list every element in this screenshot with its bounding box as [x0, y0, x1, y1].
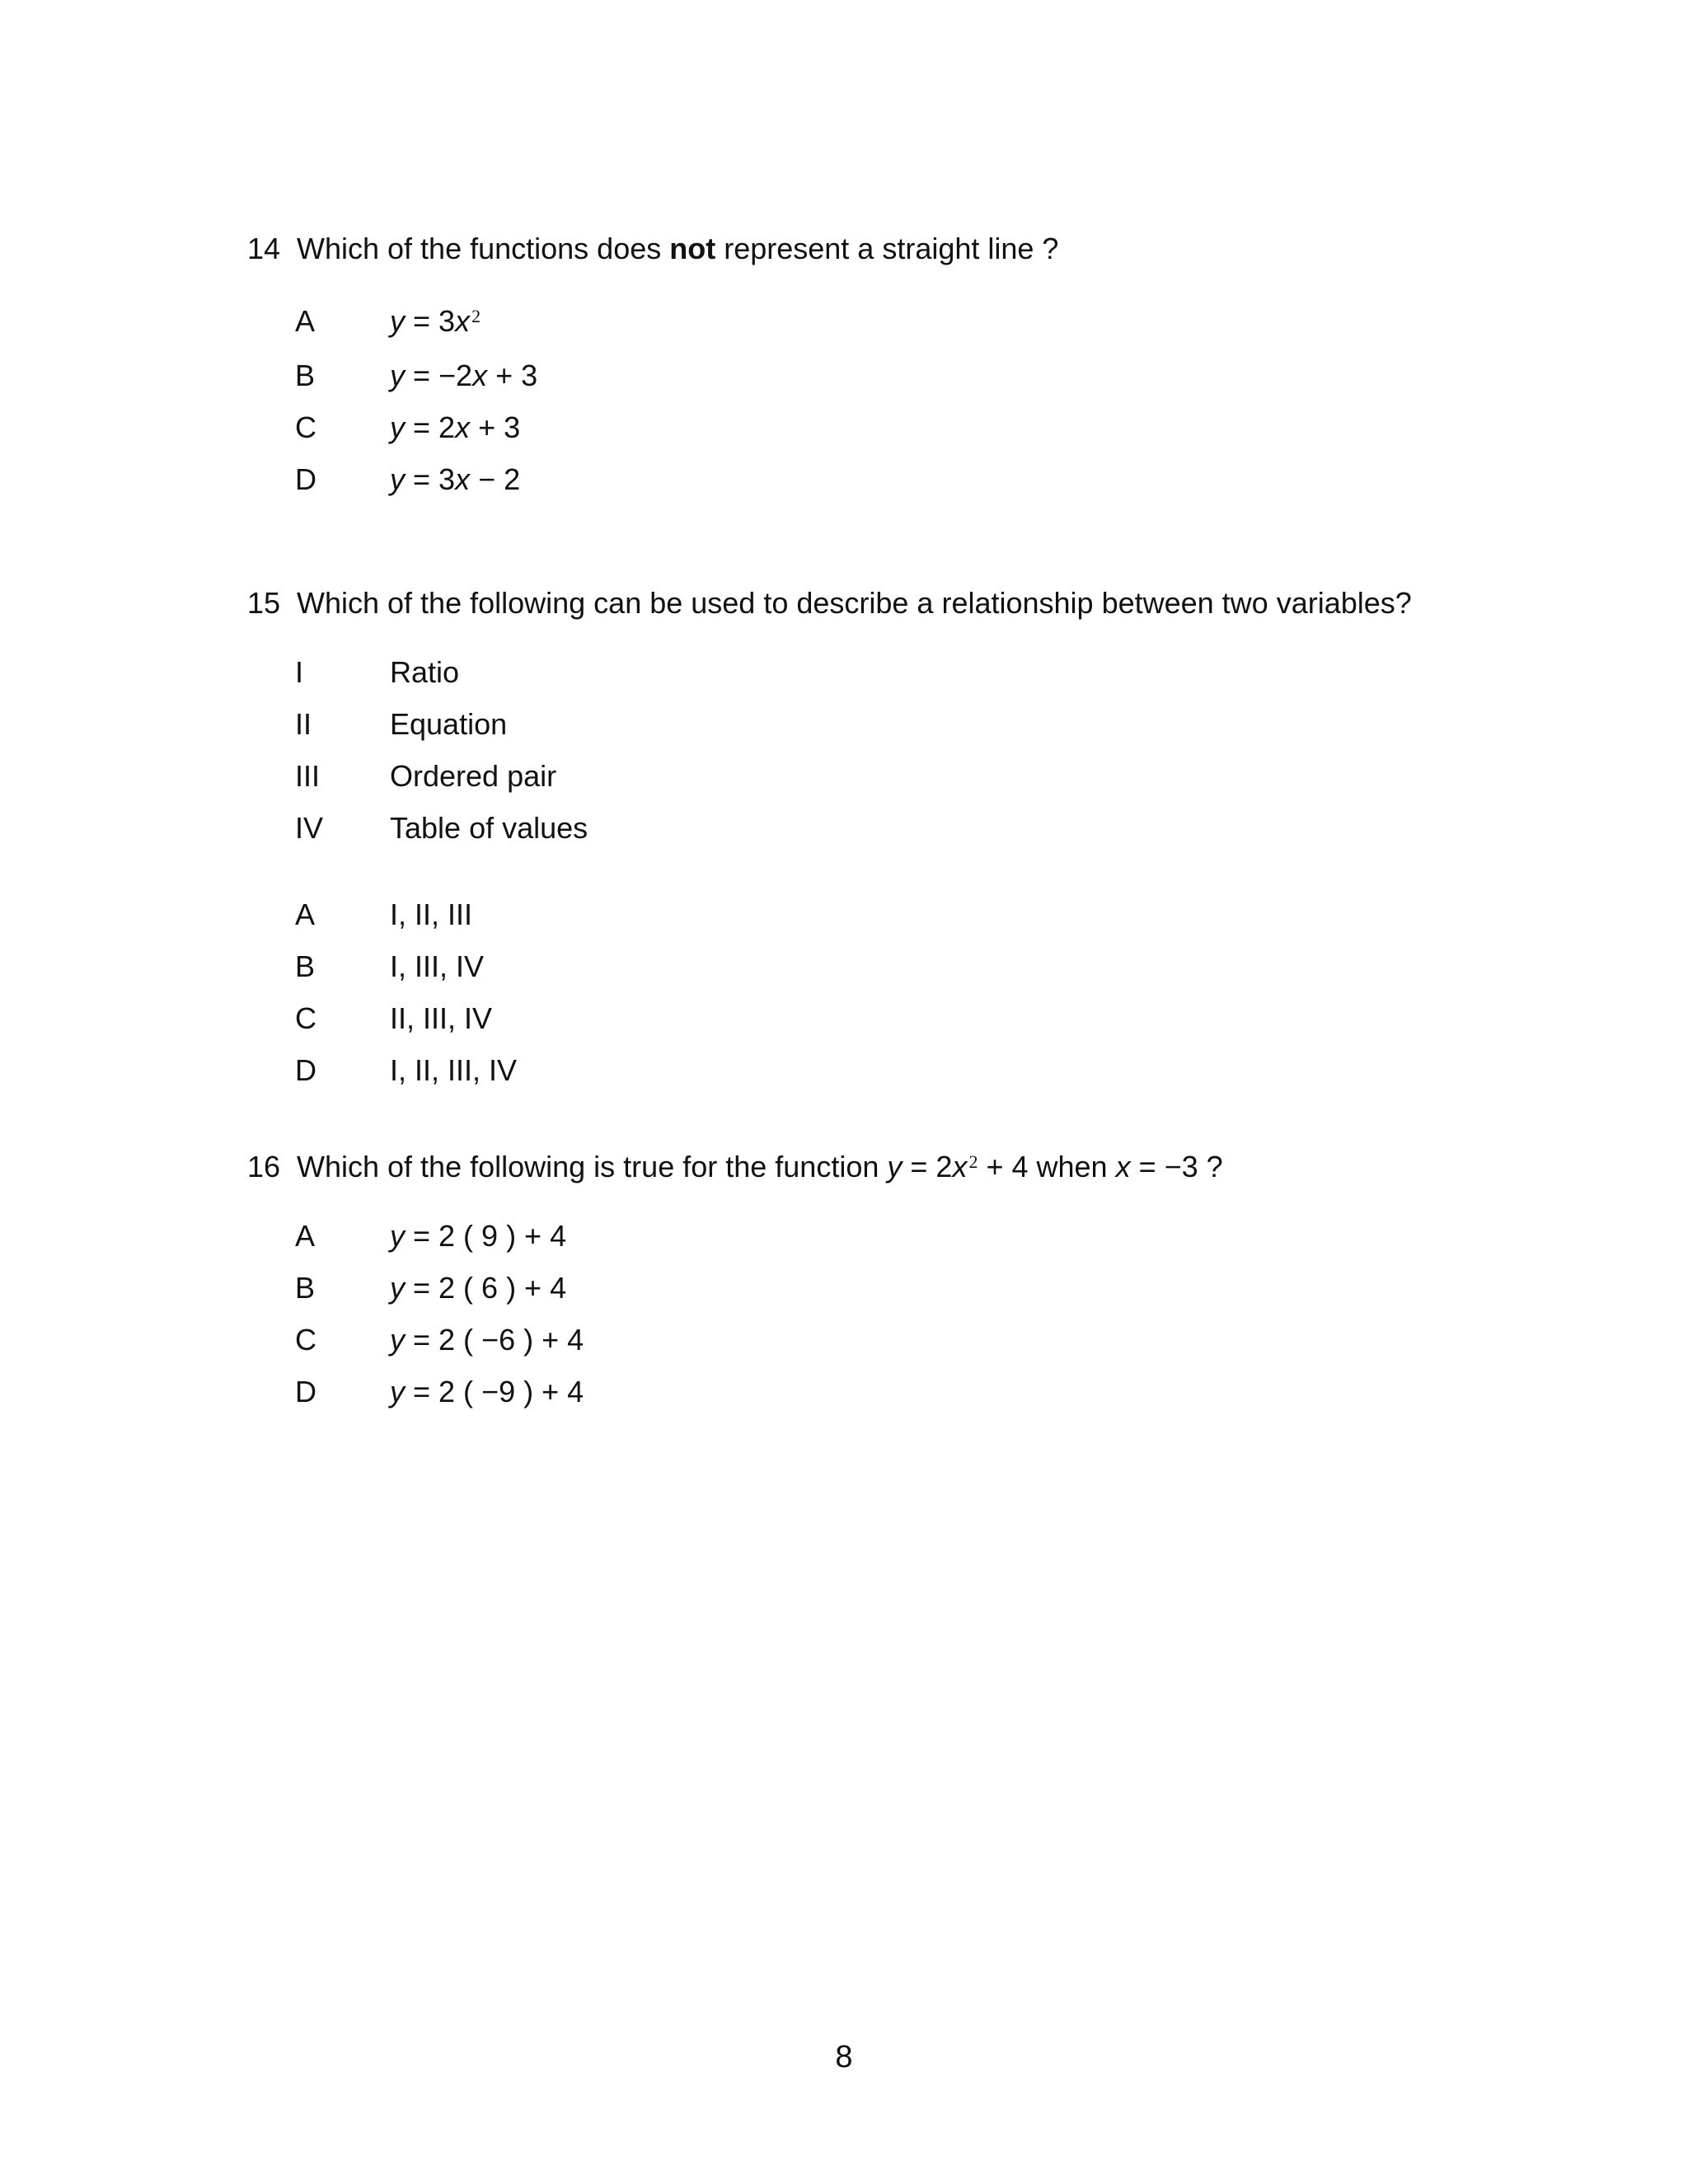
statement-label: II	[295, 707, 312, 741]
q15-option-a	[295, 897, 472, 933]
question-stem: Which of the following can be used to describe a relationship between two variables?	[297, 586, 1412, 620]
q16-option-d	[295, 1374, 584, 1410]
page-number: 8	[835, 2040, 853, 2074]
question-number: 16	[247, 1150, 281, 1183]
question-number: 14	[247, 232, 281, 265]
option-label: C	[295, 410, 316, 444]
q15-option-c	[295, 1001, 492, 1037]
q16-option-b	[295, 1270, 566, 1306]
q15-statement-ii	[295, 706, 507, 743]
q15-option-b	[295, 949, 484, 985]
statement-label: III	[295, 759, 321, 793]
option-value: I, II, III	[390, 898, 473, 931]
statement-text: Ordered pair	[390, 759, 557, 793]
stem-emphasis: not	[669, 232, 716, 265]
option-label: D	[295, 1375, 316, 1408]
option-label: D	[295, 1053, 316, 1087]
option-label: B	[295, 359, 316, 392]
statement-label: IV	[295, 811, 324, 845]
q14-option-d	[295, 462, 520, 498]
question-14	[247, 231, 1058, 267]
option-value: y = 2 ( 6 ) + 4	[390, 1271, 567, 1305]
q16-option-c	[295, 1322, 584, 1358]
option-value: y = 2x + 3	[390, 410, 521, 444]
option-value: II, III, IV	[390, 1001, 493, 1035]
question-number: 15	[247, 586, 281, 620]
option-value: y = 2 ( −9 ) + 4	[390, 1375, 584, 1408]
question-15	[247, 585, 1412, 621]
option-value: y = −2x + 3	[390, 359, 538, 392]
option-label: C	[295, 1323, 316, 1357]
option-label: D	[295, 462, 316, 496]
option-label: A	[295, 304, 316, 338]
option-value: $y = 3x^2$	[390, 304, 481, 338]
question-stem: Which of the following is true for the function $y = 2x^2 + 4$ when x = −3 ?	[297, 1150, 1223, 1183]
q14-option-b	[295, 358, 537, 394]
statement-label: I	[295, 655, 304, 689]
option-label: C	[295, 1001, 316, 1035]
statement-text: Table of values	[390, 811, 588, 845]
q14-option-c	[295, 410, 520, 446]
option-value: I, III, IV	[390, 949, 485, 983]
q16-option-a	[295, 1218, 566, 1254]
option-label: A	[295, 1219, 316, 1253]
option-value: y = 2 ( 9 ) + 4	[390, 1219, 567, 1253]
option-value: I, II, III, IV	[390, 1053, 518, 1087]
statement-text: Ratio	[390, 655, 460, 689]
option-value: y = 2 ( −6 ) + 4	[390, 1323, 584, 1357]
q14-option-a	[295, 303, 481, 340]
statement-text: Equation	[390, 707, 508, 741]
option-label: A	[295, 898, 316, 931]
q15-option-d	[295, 1052, 517, 1089]
question-16	[247, 1149, 1223, 1185]
option-label: B	[295, 949, 316, 983]
question-stem: Which of the functions does not represent a straight line ?	[297, 232, 1059, 265]
q15-statement-i	[295, 654, 459, 691]
option-label: B	[295, 1271, 316, 1305]
option-value: y = 3x − 2	[390, 462, 521, 496]
q15-statement-iii	[295, 758, 556, 794]
q15-statement-iv	[295, 810, 588, 846]
